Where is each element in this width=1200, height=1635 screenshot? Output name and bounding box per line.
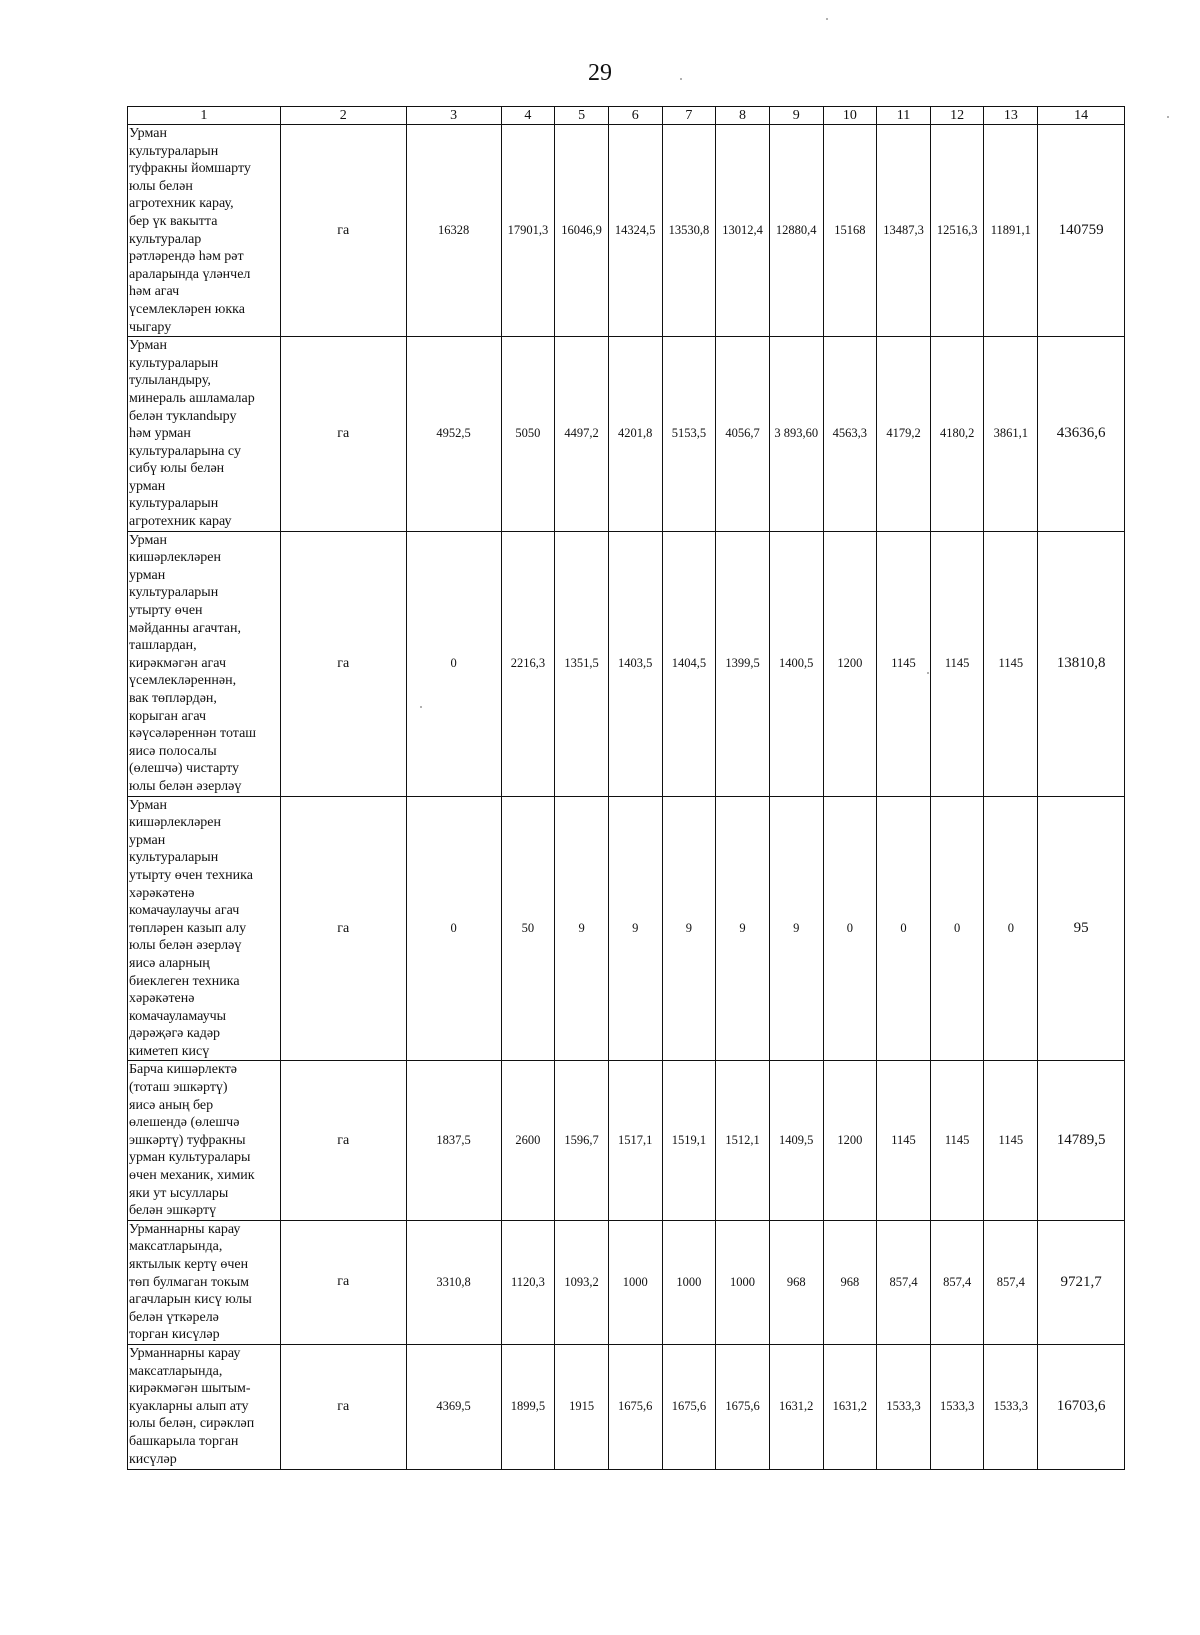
row-value: 9 <box>608 796 662 1061</box>
row-value: 9 <box>716 796 770 1061</box>
row-value: 1145 <box>984 1061 1038 1220</box>
row-value: 4369,5 <box>406 1344 501 1469</box>
scan-speck <box>826 18 828 20</box>
row-value: 13487,3 <box>877 125 931 337</box>
forest-care-table <box>127 106 1125 1470</box>
row-value: 1093,2 <box>555 1220 609 1344</box>
table-row <box>128 796 1125 1061</box>
column-header: 12 <box>930 107 984 125</box>
row-value: 4180,2 <box>930 337 984 532</box>
row-total: 13810,8 <box>1038 531 1125 796</box>
row-value: 4179,2 <box>877 337 931 532</box>
row-value: 1675,6 <box>662 1344 716 1469</box>
row-value: 1200 <box>823 531 877 796</box>
row-value: 1533,3 <box>877 1344 931 1469</box>
row-value: 0 <box>984 796 1038 1061</box>
column-header: 3 <box>406 107 501 125</box>
row-value: 1675,6 <box>716 1344 770 1469</box>
row-value: 857,4 <box>930 1220 984 1344</box>
row-unit: га <box>280 1061 406 1220</box>
table-header-row <box>128 107 1125 125</box>
row-value: 1675,6 <box>608 1344 662 1469</box>
row-value: 1000 <box>608 1220 662 1344</box>
row-value: 12880,4 <box>769 125 823 337</box>
row-unit: га <box>280 1344 406 1469</box>
row-unit: га <box>280 1220 406 1344</box>
row-unit: га <box>280 337 406 532</box>
row-value: 968 <box>769 1220 823 1344</box>
row-value: 1351,5 <box>555 531 609 796</box>
row-value: 1596,7 <box>555 1061 609 1220</box>
scan-speck <box>927 672 929 674</box>
row-value: 1145 <box>930 1061 984 1220</box>
row-value: 15168 <box>823 125 877 337</box>
row-value: 1400,5 <box>769 531 823 796</box>
table-row <box>128 1220 1125 1344</box>
row-total: 140759 <box>1038 125 1125 337</box>
row-value: 1517,1 <box>608 1061 662 1220</box>
row-value: 4056,7 <box>716 337 770 532</box>
row-description: Урман культураларын тулыландыру, минераль ашламалар белән туклandыру һәм урман культураларына су сибү юлы белән урман культураларын агротехник карау <box>128 337 281 532</box>
scan-speck <box>420 706 422 708</box>
row-value: 2216,3 <box>501 531 555 796</box>
column-header: 1 <box>128 107 281 125</box>
row-value: 9 <box>555 796 609 1061</box>
row-value: 968 <box>823 1220 877 1344</box>
row-value: 16328 <box>406 125 501 337</box>
row-value: 3861,1 <box>984 337 1038 532</box>
row-value: 1533,3 <box>984 1344 1038 1469</box>
row-value: 4201,8 <box>608 337 662 532</box>
scan-speck <box>680 78 682 80</box>
row-value: 1200 <box>823 1061 877 1220</box>
row-value: 1631,2 <box>769 1344 823 1469</box>
row-description: Барча кишәрлектә (тоташ эшкәртү) яисә аның бер өлешендә (өлешчә эшкәртү) туфракны урман культуралары өчен механик, химик яки ут ысуллары белән эшкәртү <box>128 1061 281 1220</box>
row-value: 1519,1 <box>662 1061 716 1220</box>
row-total: 16703,6 <box>1038 1344 1125 1469</box>
row-value: 1512,1 <box>716 1061 770 1220</box>
column-header: 5 <box>555 107 609 125</box>
row-value: 1145 <box>877 1061 931 1220</box>
column-header: 14 <box>1038 107 1125 125</box>
row-value: 1145 <box>877 531 931 796</box>
column-header: 4 <box>501 107 555 125</box>
row-value: 50 <box>501 796 555 1061</box>
row-value: 0 <box>406 796 501 1061</box>
row-value: 0 <box>406 531 501 796</box>
row-value: 1899,5 <box>501 1344 555 1469</box>
row-unit: га <box>280 796 406 1061</box>
table-row <box>128 531 1125 796</box>
row-value: 11891,1 <box>984 125 1038 337</box>
row-value: 1533,3 <box>930 1344 984 1469</box>
row-value: 1631,2 <box>823 1344 877 1469</box>
row-total: 43636,6 <box>1038 337 1125 532</box>
row-value: 14324,5 <box>608 125 662 337</box>
row-value: 1837,5 <box>406 1061 501 1220</box>
row-value: 5153,5 <box>662 337 716 532</box>
column-header: 8 <box>716 107 770 125</box>
row-description: Урман кишәрлекләрен урман культураларын утырту өчен техника хәрәкәтенә комачаулаучы агач төпләрен казып алу юлы белән әзерләү яисә аларның биеклеген техника хәрәкәтенә комачауламаучы дәрәҗәгә кадәр киметеп кисү <box>128 796 281 1061</box>
column-header: 10 <box>823 107 877 125</box>
row-value: 0 <box>877 796 931 1061</box>
column-header: 6 <box>608 107 662 125</box>
row-unit: га <box>280 125 406 337</box>
row-total: 95 <box>1038 796 1125 1061</box>
column-header: 9 <box>769 107 823 125</box>
row-description: Урманнарны карау максатларында, кирәкмәгән шытым- куакларны алып ату юлы белән, сирәкләп башкарыла торган кисүләр <box>128 1344 281 1469</box>
row-value: 1409,5 <box>769 1061 823 1220</box>
row-value: 9 <box>662 796 716 1061</box>
row-value: 857,4 <box>984 1220 1038 1344</box>
row-total: 9721,7 <box>1038 1220 1125 1344</box>
column-header: 7 <box>662 107 716 125</box>
row-value: 4497,2 <box>555 337 609 532</box>
row-value: 1404,5 <box>662 531 716 796</box>
row-value: 1399,5 <box>716 531 770 796</box>
column-header: 2 <box>280 107 406 125</box>
row-value: 1120,3 <box>501 1220 555 1344</box>
table-row <box>128 125 1125 337</box>
scan-speck <box>1167 116 1169 118</box>
row-value: 1000 <box>716 1220 770 1344</box>
row-value: 13530,8 <box>662 125 716 337</box>
table-row <box>128 337 1125 532</box>
row-value: 1145 <box>984 531 1038 796</box>
table-row <box>128 1344 1125 1469</box>
row-description: Урман кишәрлекләрен урман культураларын утырту өчен мәйданны агачтан, ташлардан, кирәкмәгән агач үсемлекләреннән, вак төпләрдән, корыган агач кәүсәләреннән тоташ яисә полосалы (өлешчә) чистарту юлы белән әзерләү <box>128 531 281 796</box>
row-value: 0 <box>930 796 984 1061</box>
page-number: 29 <box>588 60 612 86</box>
row-value: 1000 <box>662 1220 716 1344</box>
row-value: 1403,5 <box>608 531 662 796</box>
row-value: 9 <box>769 796 823 1061</box>
row-value: 1915 <box>555 1344 609 1469</box>
row-description: Урман культураларын туфракны йомшарту юлы белән агротехник карау, бер үк вакытта культуралар рәтләрендә һәм рәт араларында үләнчел һәм агач үсемлекләрен юкка чыгару <box>128 125 281 337</box>
column-header: 11 <box>877 107 931 125</box>
row-description: Урманнарны карау максатларында, яктылык кертү өчен төп булмаган токым агачларын кисү юлы белән үткәрелә торган кисүләр <box>128 1220 281 1344</box>
row-unit: га <box>280 531 406 796</box>
row-value: 4952,5 <box>406 337 501 532</box>
column-header: 13 <box>984 107 1038 125</box>
row-value: 1145 <box>930 531 984 796</box>
table-row <box>128 1061 1125 1220</box>
row-value: 3310,8 <box>406 1220 501 1344</box>
row-value: 4563,3 <box>823 337 877 532</box>
row-value: 16046,9 <box>555 125 609 337</box>
row-value: 5050 <box>501 337 555 532</box>
row-value: 3 893,60 <box>769 337 823 532</box>
row-value: 2600 <box>501 1061 555 1220</box>
row-value: 17901,3 <box>501 125 555 337</box>
row-value: 857,4 <box>877 1220 931 1344</box>
row-value: 0 <box>823 796 877 1061</box>
row-total: 14789,5 <box>1038 1061 1125 1220</box>
row-value: 13012,4 <box>716 125 770 337</box>
row-value: 12516,3 <box>930 125 984 337</box>
